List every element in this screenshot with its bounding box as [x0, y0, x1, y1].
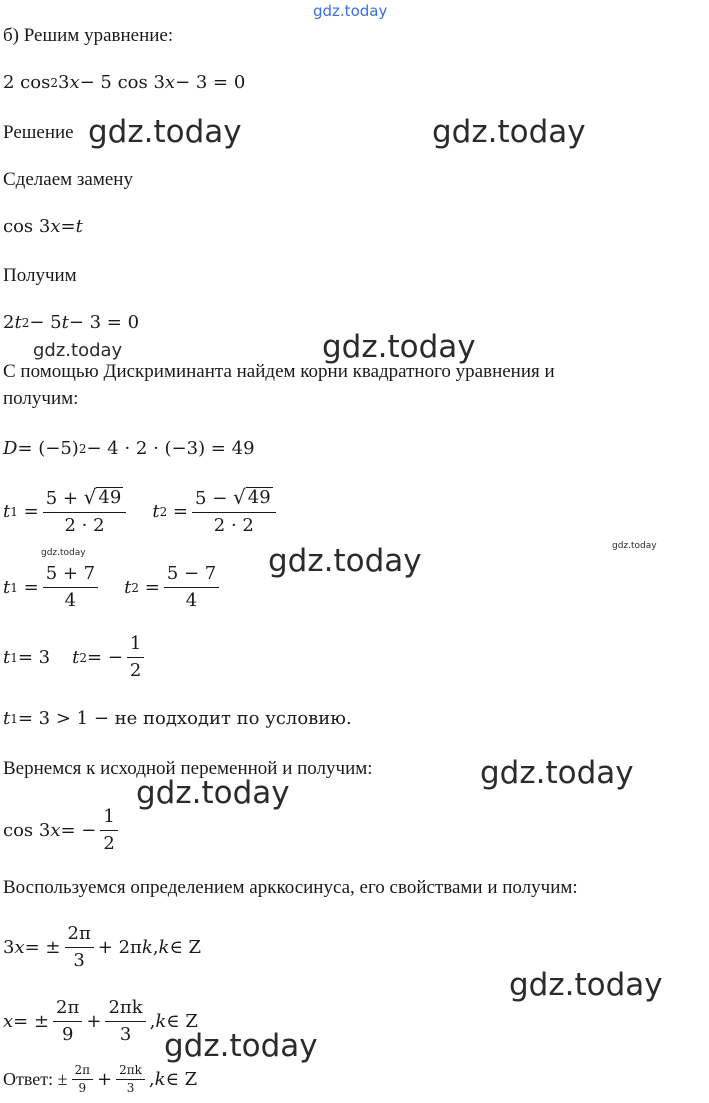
- equation-substitution: cos 3 x = t: [3, 216, 83, 237]
- discriminant-text-line1: С помощью Дискриминанта найдем корни квадратного уравнения и: [3, 361, 555, 382]
- t1-fraction: 5 + √ 49 2 · 2: [43, 486, 127, 537]
- roots-formula: t 1 = 5 + √ 49 2 · 2 t 2 = 5 − √ 49 2 · 2: [3, 486, 280, 537]
- equation-quadratic: 2 t 2 − 5 t − 3 = 0: [3, 312, 140, 333]
- equation-3x: 3 x = ± $\frac{2\pi}{3}$ + 2π k , k ∈ Z: [3, 923, 202, 971]
- t2-fraction: 5 − √ 49 2 · 2: [192, 486, 276, 537]
- back-substitution-text: Вернемся к исходной переменной и получим:: [3, 758, 373, 779]
- substitution-text: Сделаем замену: [3, 169, 133, 190]
- watermark: gdz.today: [136, 775, 290, 811]
- header-watermark: gdz.today: [313, 2, 388, 20]
- arccos-text: Воспользуемся определением арккосинуса, его свойствами и получим:: [3, 877, 578, 898]
- equation-discriminant: D = (−5) 2 − 4 · 2 · (−3) = 49: [3, 438, 255, 459]
- watermark: gdz.today: [480, 755, 634, 791]
- problem-title: б) Решим уравнение:: [3, 25, 174, 46]
- watermark: gdz.today: [432, 114, 586, 150]
- roots-values: t 1 = 3 t 2 = − $\frac{1}{2}$: [3, 633, 148, 682]
- watermark: gdz.today: [509, 967, 663, 1003]
- watermark: gdz.today: [322, 329, 476, 365]
- root-rejection: t 1 = 3 > 1 − не подходит по условию.: [3, 708, 352, 729]
- answer-line: Ответ: ± $\frac{2\pi}{9}$ + $\frac{2\pi k}{3}$ , k ∈ Z: [3, 1063, 198, 1095]
- get-label: Получим: [3, 265, 77, 286]
- discriminant-text-line2: получим:: [3, 388, 79, 409]
- equation-x: x = ± $\frac{2\pi}{9}$ + $\frac{2\pi k}{3}$ , k ∈ Z: [3, 997, 198, 1045]
- watermark: gdz.today: [268, 543, 422, 579]
- equation-cos: cos 3 x = − $\frac{1}{2}$: [3, 806, 122, 855]
- watermark: gdz.today: [612, 541, 657, 551]
- equation-original: 2 cos 2 3 x − 5 cos 3 x − 3 = 0: [3, 72, 246, 93]
- watermark: gdz.today: [88, 114, 242, 150]
- watermark: gdz.today: [33, 340, 123, 361]
- watermark: gdz.today: [164, 1028, 318, 1064]
- watermark: gdz.today: [41, 548, 86, 558]
- roots-computed: t 1 = $\frac{5 + 7}{4}$ t 2 = $\frac{5 - 7}{4}$: [3, 563, 223, 612]
- solution-label: Решение: [3, 122, 74, 143]
